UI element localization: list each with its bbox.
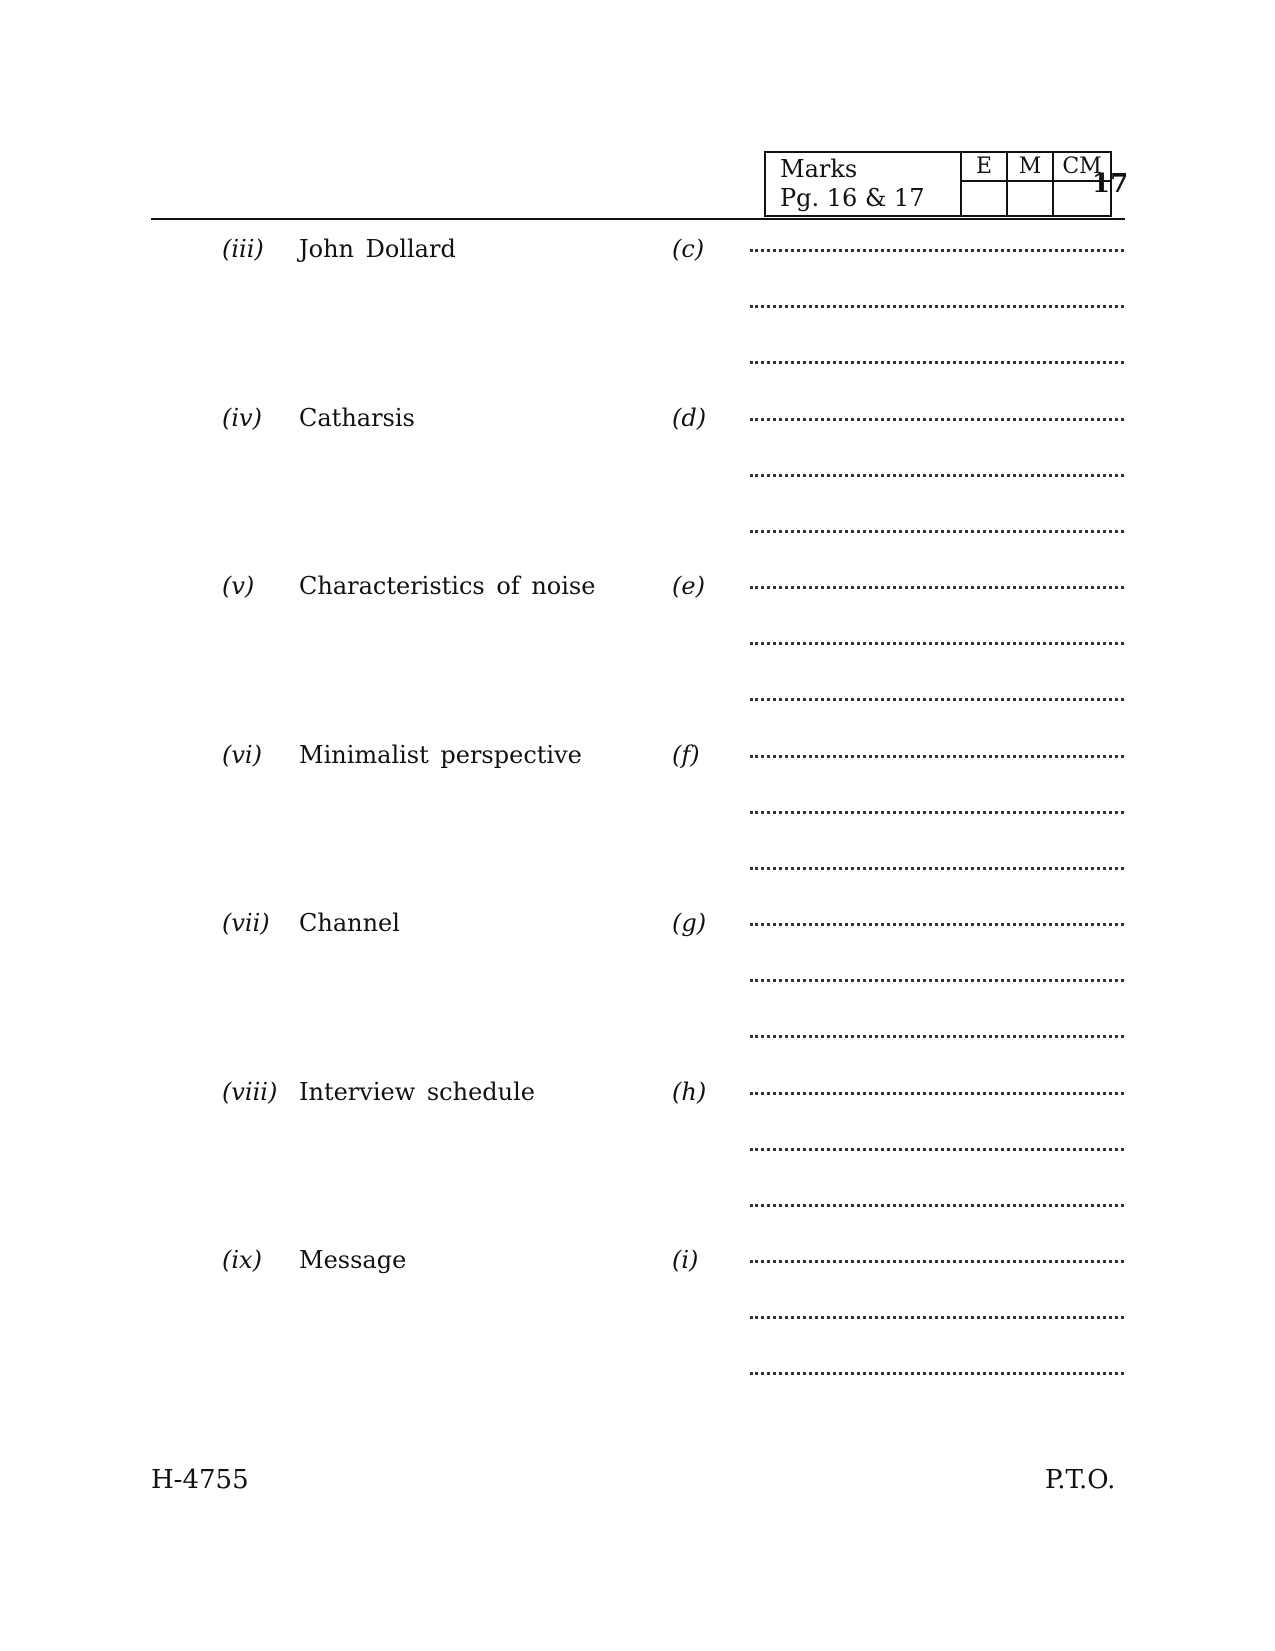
answer-line[interactable]: [750, 1148, 1124, 1151]
answer-line[interactable]: [750, 305, 1124, 308]
question-item: [0, 572, 1275, 742]
answer-letter: (g): [672, 909, 707, 937]
item-term: Minimalist perspective: [299, 741, 582, 769]
answer-line[interactable]: [750, 979, 1124, 982]
answer-line[interactable]: [750, 1316, 1124, 1319]
answer-line[interactable]: [750, 811, 1124, 814]
col-cm-header: CM: [1053, 152, 1111, 181]
item-term: Message: [299, 1246, 407, 1274]
answer-line[interactable]: [750, 642, 1124, 645]
item-term: Catharsis: [299, 404, 415, 432]
question-item: [0, 1246, 1275, 1416]
item-term: Characteristics of noise: [299, 572, 596, 600]
answer-letter: (f): [672, 741, 700, 769]
answer-line[interactable]: [750, 361, 1124, 364]
answer-letter: (c): [672, 235, 705, 263]
question-item: [0, 1078, 1275, 1248]
answer-line[interactable]: [750, 698, 1124, 701]
question-item: [0, 235, 1275, 405]
question-item: [0, 909, 1275, 1079]
item-number: (iv): [222, 404, 262, 432]
answer-line[interactable]: [750, 1372, 1124, 1375]
marks-table: [764, 151, 1112, 217]
pages-label: Pg. 16 & 17: [780, 184, 925, 212]
answer-line[interactable]: [750, 867, 1124, 870]
col-e-box: [961, 181, 1007, 216]
item-number: (vi): [222, 741, 262, 769]
item-number: (iii): [222, 235, 264, 263]
item-number: (vii): [222, 909, 270, 937]
col-m-box: [1007, 181, 1053, 216]
col-e-header: E: [961, 152, 1007, 181]
question-item: [0, 741, 1275, 911]
pto-label: P.T.O.: [1045, 1465, 1116, 1495]
answer-line[interactable]: [750, 586, 1124, 589]
answer-line[interactable]: [750, 474, 1124, 477]
marks-label: Marks: [780, 155, 858, 183]
answer-letter: (h): [672, 1078, 707, 1106]
answer-line[interactable]: [750, 923, 1124, 926]
paper-code: H-4755: [151, 1465, 249, 1495]
col-m-header: M: [1007, 152, 1053, 181]
answer-line[interactable]: [750, 755, 1124, 758]
answer-line[interactable]: [750, 249, 1124, 252]
answer-line[interactable]: [750, 1092, 1124, 1095]
marks-label-cell: [765, 152, 961, 216]
item-number: (viii): [222, 1078, 278, 1106]
item-term: John Dollard: [299, 235, 456, 263]
answer-line[interactable]: [750, 1204, 1124, 1207]
item-number: (ix): [222, 1246, 262, 1274]
header-rule: [151, 218, 1125, 220]
answer-line[interactable]: [750, 530, 1124, 533]
answer-line[interactable]: [750, 418, 1124, 421]
answer-letter: (e): [672, 572, 705, 600]
item-term: Interview schedule: [299, 1078, 535, 1106]
answer-letter: (i): [672, 1246, 699, 1274]
answer-line[interactable]: [750, 1035, 1124, 1038]
question-item: [0, 404, 1275, 574]
answer-line[interactable]: [750, 1260, 1124, 1263]
item-term: Channel: [299, 909, 400, 937]
item-number: (v): [222, 572, 255, 600]
answer-letter: (d): [672, 404, 707, 432]
page-number: 17: [1092, 169, 1129, 199]
